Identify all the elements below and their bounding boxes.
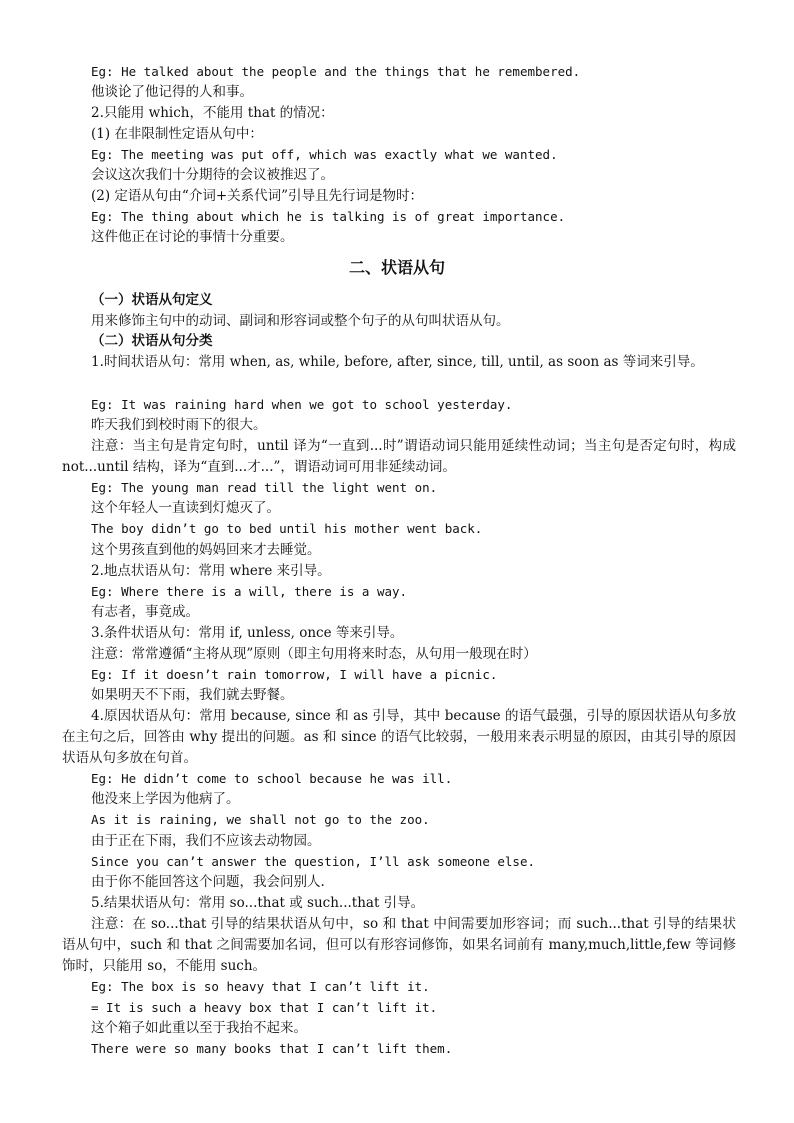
translation: 这件他正在讨论的事情十分重要。 (91, 229, 294, 245)
example-sentence: As it is raining, we shall not go to the zoo. (91, 812, 430, 827)
translation: 这个年轻人一直读到灯熄灭了。 (91, 500, 280, 516)
example-sentence: Eg: It was raining hard when we got to school yesterday. (91, 397, 513, 412)
rule-heading: 2.只能用 which，不能用 that 的情况： (91, 105, 334, 121)
subsection-heading: （一）状语从句定义 (91, 292, 213, 308)
translation: 昨天我们到校时雨下的很大。 (91, 417, 267, 433)
rule-heading: 3.条件状语从句：常用 if, unless, once 等来引导。 (91, 625, 404, 641)
example-sentence: Since you can’t answer the question, I’ll ask someone else. (91, 854, 536, 869)
example-sentence: Eg: The box is so heavy that I can’t lift it. (91, 979, 430, 994)
rule-item: (2) 定语从句由“介词+关系代词”引导且先行词是物时： (91, 188, 424, 204)
section-heading: 二、状语从句 (348, 258, 445, 277)
note-paragraph: 注意：在 so...that 引导的结果状语从句中，so 和 that 中间需要加形容词；而 such...that 引导的结果状语从句中，such 和 that 之间需要加名词，但可以有形容词修饰，如果名词前有 many,much,little,few 等词修饰时，只能用 so，不能用 such。 (62, 916, 736, 974)
translation: 由于正在下雨，我们不应该去动物园。 (91, 833, 321, 849)
example-sentence: There were so many books that I can’t lift them. (91, 1041, 453, 1056)
example-sentence: Eg: The thing about which he is talking is of great importance. (91, 209, 566, 224)
rule-paragraph: 4.原因状语从句：常用 because, since 和 as 引导，其中 because 的语气最强，引导的原因状语从句多放在主句之后，回答由 why 提出的问题。as 和 since 的语气比较弱，一般用来表示明显的原因，由其引导的原因状语从句多放在句首。 (62, 708, 736, 766)
translation: 这个男孩直到他的妈妈回来才去睡觉。 (91, 542, 321, 558)
translation: 他没来上学因为他病了。 (91, 791, 240, 807)
translation: 由于你不能回答这个问题，我会问别人. (91, 874, 325, 890)
rule-paragraph: 1.时间状语从句：常用 when, as, while, before, after, since, till, until, as soon as 等词来引导。 (91, 354, 704, 370)
translation: 这个箱子如此重以至于我抬不起来。 (91, 1020, 307, 1036)
note-paragraph: 注意：当主句是肯定句时，until 译为“一直到...时”谓语动词只能用延续性动词；当主句是否定句时，构成 not...until 结构，译为“直到...才...”，谓语动词可用非延续动词。 (62, 438, 736, 475)
translation: 他谈论了他记得的人和事。 (91, 84, 253, 100)
rule-heading: 5.结果状语从句：常用 so...that 或 such...that 引导。 (91, 895, 425, 911)
note-text: 注意：常常遵循“主将从现”原则（即主句用将来时态，从句用一般现在时） (91, 646, 537, 662)
example-sentence: Eg: Where there is a will, there is a way. (91, 584, 408, 599)
example-sentence: Eg: If it doesn’t rain tomorrow, I will have a picnic. (91, 667, 498, 682)
example-sentence: Eg: The meeting was put off, which was exactly what we wanted. (91, 147, 558, 162)
definition-text: 用来修饰主句中的动词、副词和形容词或整个句子的从句叫状语从句。 (91, 313, 510, 329)
example-sentence: The boy didn’t go to bed until his mother went back. (91, 521, 483, 536)
example-sentence: Eg: He talked about the people and the things that he remembered. (91, 64, 581, 79)
rule-heading: 2.地点状语从句：常用 where 来引导。 (91, 563, 331, 579)
rule-item: (1) 在非限制性定语从句中： (91, 126, 263, 142)
example-sentence: Eg: He didn’t come to school because he was ill. (91, 771, 453, 786)
translation: 会议这次我们十分期待的会议被推迟了。 (91, 167, 334, 183)
subsection-heading: （二）状语从句分类 (91, 333, 213, 349)
example-sentence: = It is such a heavy box that I can’t lift it. (91, 1000, 438, 1015)
translation: 有志者，事竟成。 (91, 604, 199, 620)
translation: 如果明天不下雨，我们就去野餐。 (91, 687, 294, 703)
example-sentence: Eg: The young man read till the light went on. (91, 480, 438, 495)
